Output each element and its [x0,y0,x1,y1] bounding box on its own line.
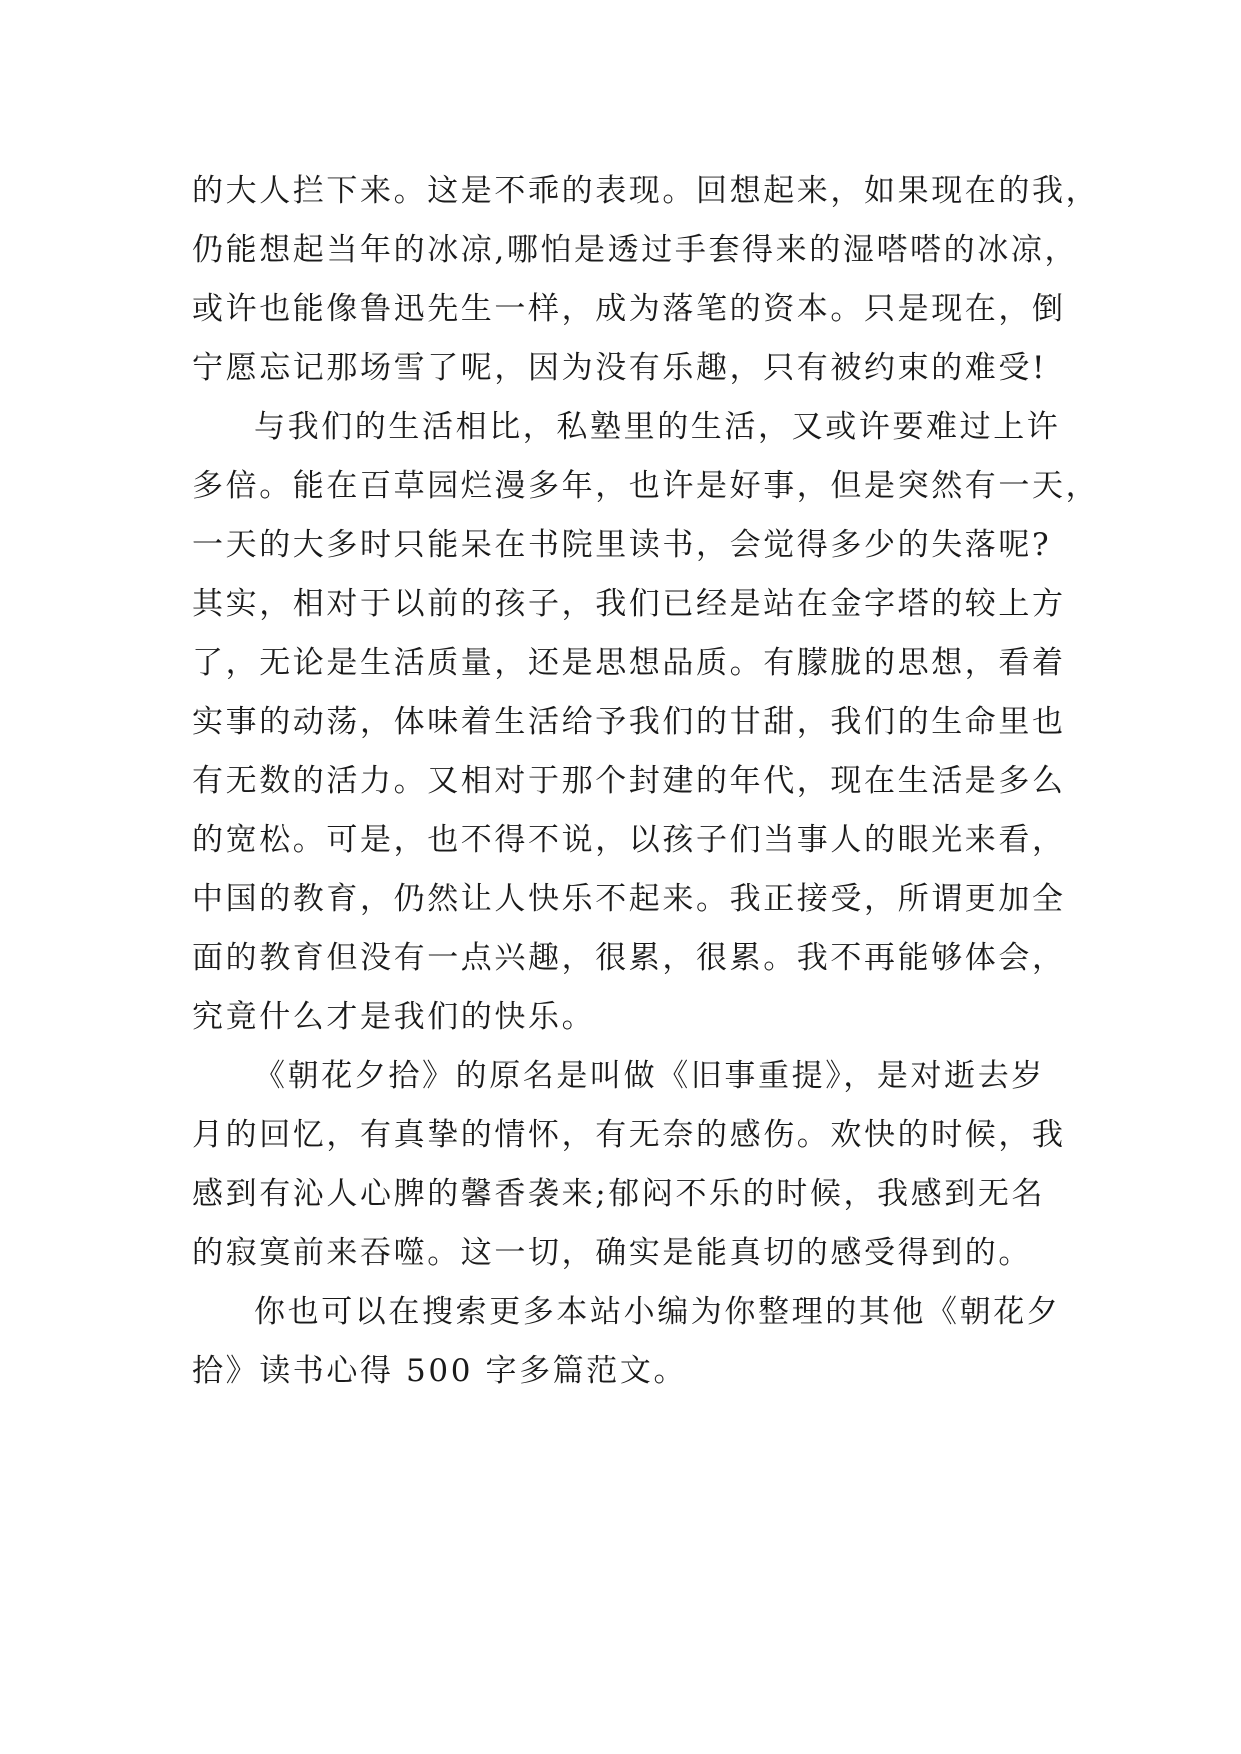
text-line: 仍能想起当年的冰凉,哪怕是透过手套得来的湿嗒嗒的冰凉， [192,232,1079,268]
text-line: 一天的大多时只能呆在书院里读书，会觉得多少的失落呢? [192,527,1052,563]
text-line: 感到有沁人心脾的馨香袭来;郁闷不乐的时候，我感到无名 [192,1176,1046,1212]
text-line: 的宽松。可是，也不得不说，以孩子们当事人的眼光来看， [192,822,1066,858]
text-line: 实事的动荡，体味着生活给予我们的甘甜，我们的生命里也 [192,704,1066,740]
text-line: 有无数的活力。又相对于那个封建的年代，现在生活是多么 [192,763,1066,799]
text-line: 了，无论是生活质量，还是思想品质。有朦胧的思想，看着 [192,645,1066,681]
text-line: 面的教育但没有一点兴趣，很累，很累。我不再能够体会， [192,940,1066,976]
text-line: 究竟什么才是我们的快乐。 [192,999,596,1035]
text-line: 宁愿忘记那场雪了呢，因为没有乐趣，只有被约束的难受! [192,350,1048,386]
text-line: 的寂寞前来吞噬。这一切，确实是能真切的感受得到的。 [192,1235,1032,1271]
paragraph-first-line: 《朝花夕拾》的原名是叫做《旧事重提》，是对逝去岁 [254,1058,1045,1094]
paragraph-first-line: 与我们的生活相比，私塾里的生活，又或许要难过上许 [254,409,1061,445]
text-line: 中国的教育，仍然让人快乐不起来。我正接受，所谓更加全 [192,881,1066,917]
paragraph-first-line: 你也可以在搜索更多本站小编为你整理的其他《朝花夕 [254,1294,1061,1330]
text-line: 的大人拦下来。这是不乖的表现。回想起来，如果现在的我， [192,173,1100,209]
text-line: 月的回忆，有真挚的情怀，有无奈的感伤。欢快的时候，我 [192,1117,1066,1153]
text-line: 其实，相对于以前的孩子，我们已经是站在金字塔的较上方 [192,586,1066,622]
body-text [192,162,1100,1401]
text-line: 拾》读书心得 500 字多篇范文。 [192,1353,688,1389]
text-line: 多倍。能在百草园烂漫多年，也许是好事，但是突然有一天， [192,468,1100,504]
text-line: 或许也能像鲁迅先生一样，成为落笔的资本。只是现在，倒 [192,291,1066,327]
